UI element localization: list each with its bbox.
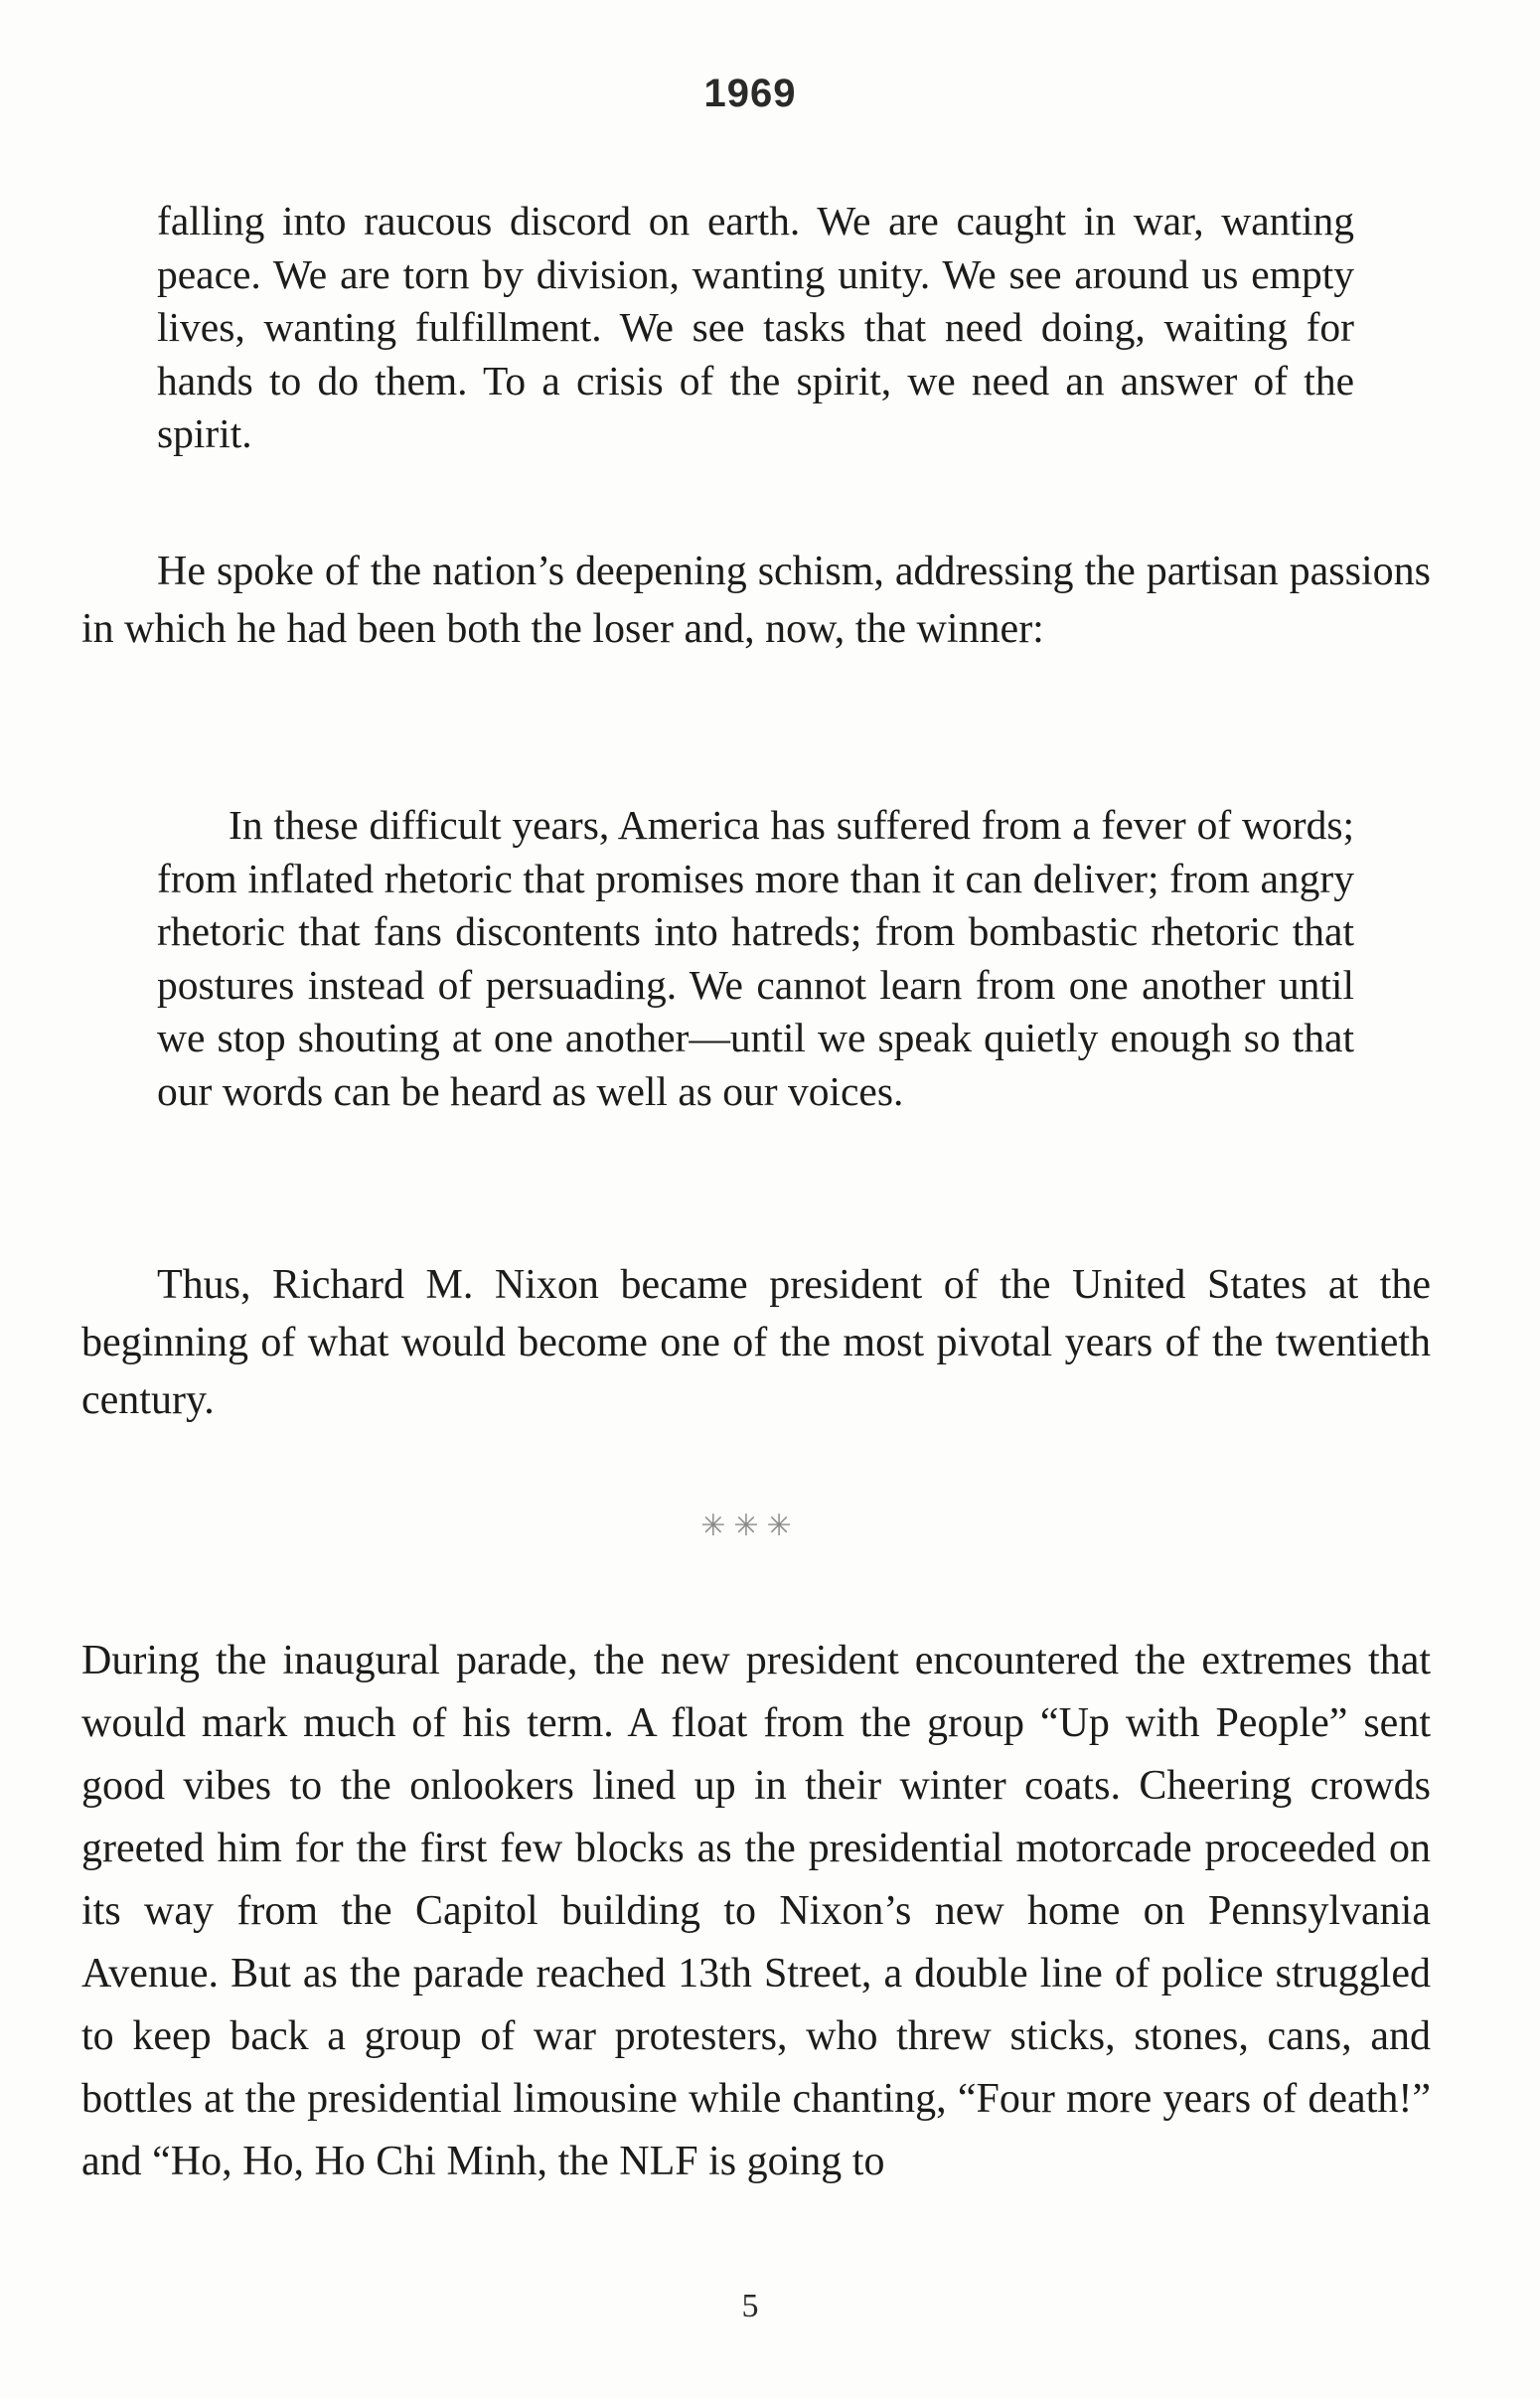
paragraph-text: Thus, Richard M. Nixon became president of the United States at the beginning of what would become one of the most pivotal years of the twentieth century. [81,1262,1431,1423]
body-paragraph-inaugural-parade [81,1630,1431,2193]
body-paragraph-schism [81,543,1431,658]
block-quote-text: In these difficult years, America has suffered from a fever of words; from inflated rhetoric that promises more than it can deliver; from angry rhetoric that fans discontents into hatreds; from bombastic rhetoric that postures instead of persuading. We cannot learn from one another until we stop shouting at one another—until we speak quietly enough so that our words can be heard as well as our voices. [157,802,1354,1114]
running-head: 1969 [703,72,797,115]
section-break-ornament: ✳✳✳ [700,1509,800,1543]
block-quote-fever-of-words [157,799,1354,1118]
paragraph-text: He spoke of the nation’s deepening schism, addressing the partisan passions in which he had been both the loser and, now, the winner: [81,549,1431,652]
page-number: 5 [741,2288,759,2324]
block-quote-inaugural-spirit [157,195,1354,461]
body-paragraph-nixon-president [81,1256,1431,1429]
block-quote-text: falling into raucous discord on earth. We are caught in war, wanting peace. We are torn by division, wanting unity. We see around us empty lives, wanting fulfillment. We see tasks that need doing, waiting for hands to do them. To a crisis of the spirit, we need an answer of the spirit. [157,198,1354,456]
paragraph-text: During the inaugural parade, the new president encountered the extremes that would mark much of his term. A float from the group “Up with People” sent good vibes to the onlookers lined up in their winter coats. Cheering crowds greeted him for the first few blocks as the presidential motorcade proceeded on its way from the Capitol building to Nixon’s new home on Pennsylvania Avenue. But as the parade reached 13th Street, a double line of police struggled to keep back a group of war protesters, who threw sticks, stones, cans, and bottles at the presidential limousine while chanting, “Four more years of death!” and “Ho, Ho, Ho Chi Minh, the NLF is going to [81,1638,1431,2184]
